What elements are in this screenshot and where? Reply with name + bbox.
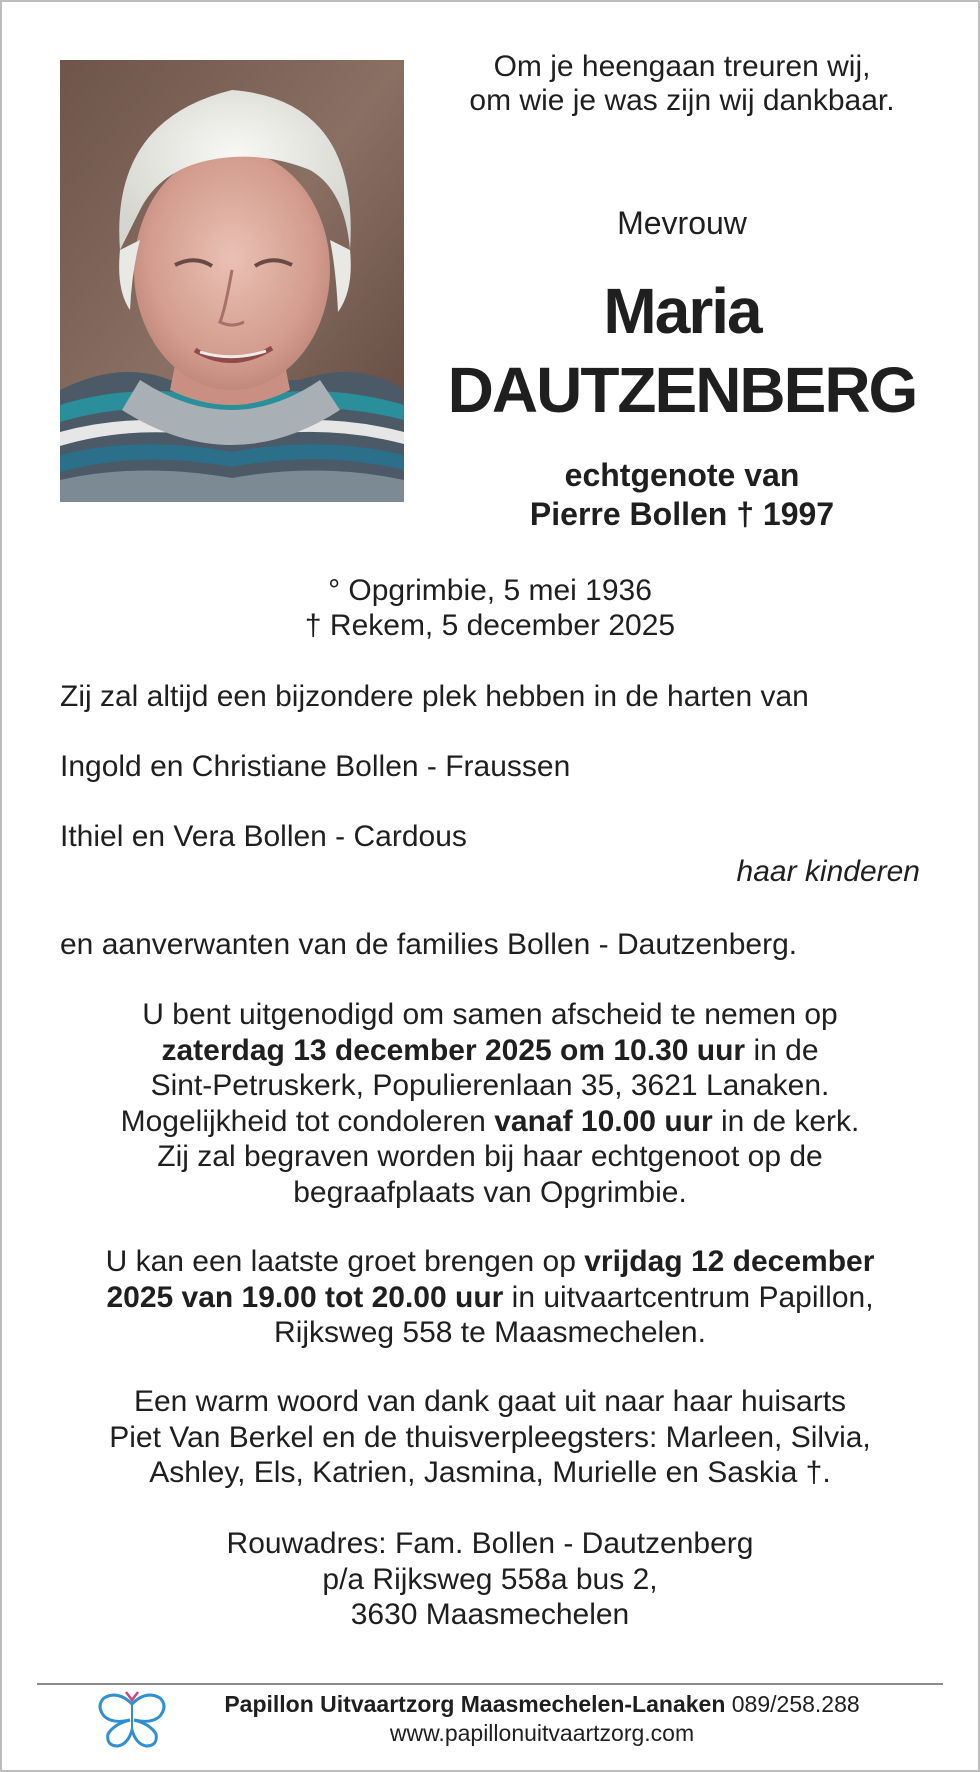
ceremony-line-2-rest: in de [745, 1033, 819, 1067]
address-line-1: Rouwadres: Fam. Bollen - Dautzenberg [226, 1527, 754, 1560]
viewing-line-1 [42, 1244, 938, 1280]
family-intro: Zij zal altijd een bijzondere plek hebben in de harten van [60, 680, 809, 713]
birth-line: ° Opgrimbie, 5 mei 1936 [328, 574, 652, 607]
child-1: Ingold en Christiane Bollen - Fraussen [60, 750, 571, 783]
ceremony-line-4-a: Mogelijkheid tot condoleren [120, 1104, 495, 1138]
spouse-line-2: Pierre Bollen † 1997 [529, 496, 835, 532]
ceremony-line-5: Zij zal begraven worden bij haar echtgenoot op de [157, 1140, 823, 1173]
relatives-line: en aanverwanten van de families Bollen - Dautzenberg. [60, 928, 798, 961]
ceremony-line-4-c: in de kerk. [712, 1104, 860, 1138]
viewing-line-3: Rijksweg 558 te Maasmechelen. [274, 1316, 706, 1349]
butterfly-logo-icon [96, 1690, 168, 1752]
first-name: Maria [603, 275, 761, 347]
company-phone: 089/258.288 [725, 1691, 860, 1717]
company-name: Papillon Uitvaartzorg Maasmechelen-Lanaken [224, 1691, 726, 1717]
ceremony-line-3: Sint-Petruskerk, Populierenlaan 35, 3621 Lanaken. [150, 1069, 830, 1102]
condolence-time: vanaf 10.00 uur [494, 1104, 713, 1138]
portrait-photo [60, 60, 404, 502]
ceremony-line-6: begraafplaats van Opgrimbie. [293, 1175, 687, 1209]
child-2: Ithiel en Vera Bollen - Cardous [60, 820, 467, 853]
ceremony-paragraph [42, 997, 938, 1210]
address-line-2: p/a Rijksweg 558a bus 2, [322, 1562, 658, 1596]
thanks-line-3: Ashley, Els, Katrien, Jasmina, Murielle en Saskia †. [149, 1456, 831, 1489]
last-name: DAUTZENBERG [447, 354, 917, 426]
viewing-paragraph [42, 1244, 938, 1351]
ceremony-line-2 [42, 1033, 938, 1069]
viewing-line-1-a: U kan een laatste groet brengen op [105, 1245, 585, 1278]
spouse-line-1: echtgenote van [564, 457, 800, 493]
thanks-paragraph [42, 1384, 938, 1491]
viewing-line-2 [42, 1280, 938, 1316]
mourning-address [42, 1526, 938, 1633]
honorific: Mevrouw [617, 205, 747, 241]
ceremony-line-1: U bent uitgenodigd om samen afscheid te nemen op [142, 998, 838, 1031]
children-label: haar kinderen [736, 855, 920, 888]
quote-line-2: om wie je was zijn wij dankbaar. [469, 84, 895, 117]
company-website[interactable]: www.papillonuitvaartzorg.com [389, 1720, 695, 1746]
thanks-line-1: Een warm woord van dank gaat uit naar haar huisarts [133, 1385, 847, 1418]
death-line: † Rekem, 5 december 2025 [304, 609, 676, 642]
footer-company-line [182, 1693, 902, 1716]
ceremony-line-4 [42, 1104, 938, 1140]
viewing-time: 2025 van 19.00 tot 20.00 uur [106, 1280, 504, 1314]
viewing-date: vrijdag 12 december [584, 1245, 875, 1278]
thanks-line-2: Piet Van Berkel en de thuisverpleegsters: Marleen, Silvia, [109, 1420, 871, 1454]
viewing-line-2-rest: in uitvaartcentrum Papillon, [503, 1280, 874, 1314]
footer-divider [37, 1683, 943, 1685]
quote-line-1: Om je heengaan treuren wij, [493, 50, 871, 83]
address-line-3: 3630 Maasmechelen [350, 1598, 630, 1631]
ceremony-date: zaterdag 13 december 2025 om 10.30 uur [161, 1033, 746, 1067]
